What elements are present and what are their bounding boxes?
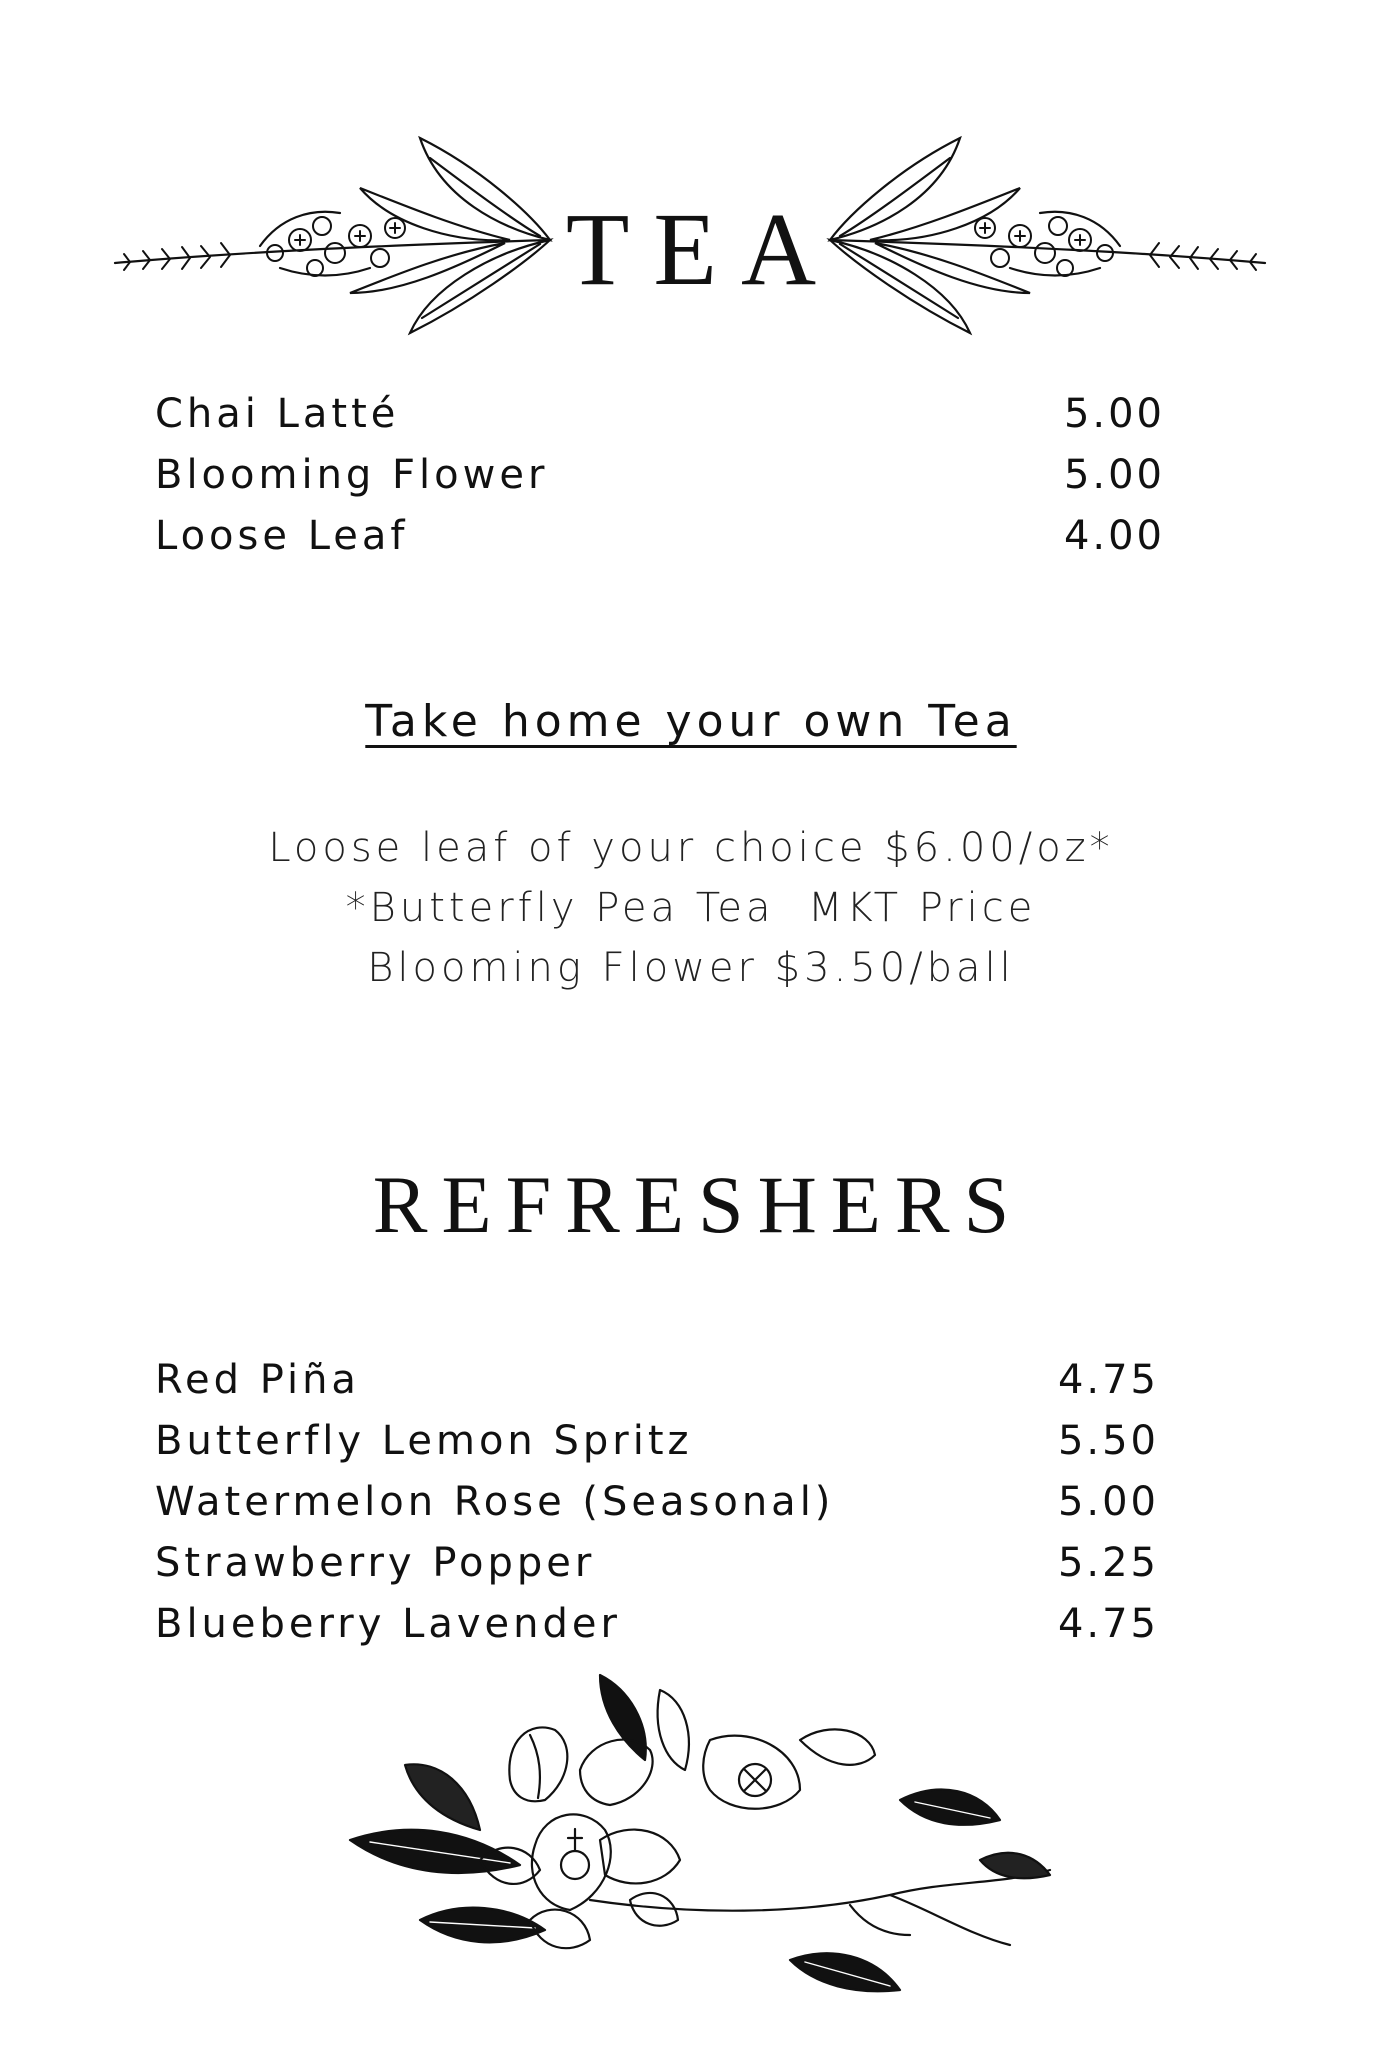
menu-item-name: Butterfly Lemon Spritz [155,1418,693,1464]
menu-item-price: 5.00 [1063,391,1165,437]
menu-item-name: Blooming Flower [155,452,549,498]
tea-menu-list [155,384,1165,567]
menu-item [155,1350,1165,1411]
take-home-line: Loose leaf of your choice $6.00/oz* [268,825,1114,871]
menu-item-price: 5.25 [1057,1540,1159,1586]
refreshers-section-title: REFRESHERS [372,1159,1024,1250]
take-home-line: *Butterfly Pea Tea MKT Price [345,885,1037,931]
take-home-line: Blooming Flower $3.50/ball [367,945,1015,991]
menu-item-price: 4.00 [1063,513,1165,559]
magnolia-bouquet-icon [330,1670,1060,2010]
menu-item-price: 5.50 [1057,1418,1159,1464]
menu-item-price: 5.00 [1063,452,1165,498]
menu-item [155,1472,1165,1533]
menu-item [155,1411,1165,1472]
menu-item-name: Loose Leaf [155,513,409,559]
menu-item-price: 4.75 [1057,1601,1159,1647]
tea-section-title: TEA [565,192,841,307]
floral-sprig-right-icon [800,128,1270,338]
refreshers-menu-list [155,1350,1165,1655]
menu-item [155,384,1165,445]
menu-item-price: 4.75 [1057,1357,1159,1403]
menu-item [155,506,1165,567]
menu-item-price: 5.00 [1057,1479,1159,1525]
menu-item [155,1533,1165,1594]
menu-item-name: Strawberry Popper [155,1540,596,1586]
menu-item-name: Watermelon Rose (Seasonal) [155,1479,835,1525]
menu-item-name: Blueberry Lavender [155,1601,621,1647]
menu-item [155,1594,1165,1655]
menu-item [155,445,1165,506]
menu-item-name: Red Piña [155,1357,360,1403]
menu-item-name: Chai Latté [155,391,400,437]
take-home-details [0,818,1382,998]
take-home-heading-text: Take home your own Tea [365,696,1017,747]
take-home-heading [0,692,1382,752]
